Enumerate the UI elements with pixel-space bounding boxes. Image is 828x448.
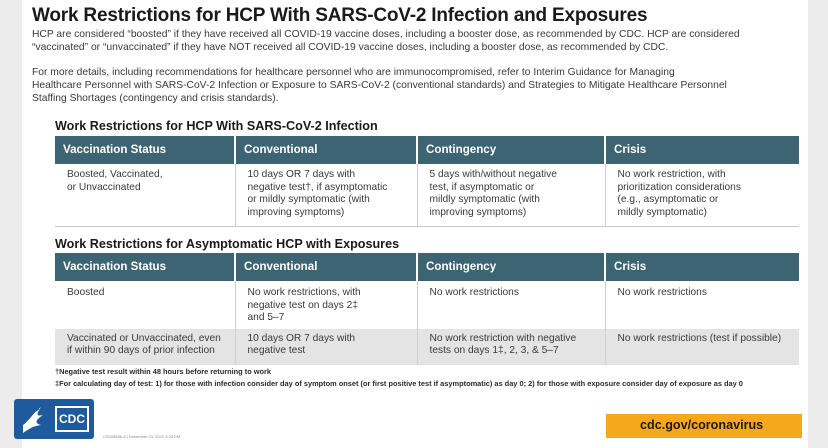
cell-conventional bbox=[235, 164, 417, 226]
cell-vaccination-status bbox=[55, 164, 235, 226]
cell-conventional bbox=[235, 281, 417, 329]
cell-line: tests on days 1‡, 2, 3, & 5–7 bbox=[429, 345, 559, 357]
cell-line: prioritization considerations bbox=[617, 181, 741, 193]
cell-line: No work restriction, with bbox=[617, 169, 726, 180]
cell-line: No work restrictions bbox=[429, 287, 519, 298]
cell-line: improving symptoms) bbox=[247, 206, 345, 218]
column-header-vaccination-status: Vaccination Status bbox=[55, 253, 235, 281]
cell-vaccination-status bbox=[55, 281, 235, 329]
cell-line: test, if asymptomatic or bbox=[429, 181, 535, 193]
details-line: Healthcare Personnel with SARS-CoV-2 Infection or Exposure to SARS-CoV-2 (conventional standards) and Strategies to Mitigate Healthcare Personnel bbox=[32, 80, 727, 92]
cell-line: if within 90 days of prior infection bbox=[67, 345, 215, 357]
column-header-conventional: Conventional bbox=[235, 253, 417, 281]
document-id: CS328566-A | December 23, 2021 3:23 PM bbox=[103, 434, 181, 439]
cell-line: or mildly symptomatic (with bbox=[247, 194, 370, 206]
cell-crisis bbox=[605, 329, 799, 365]
cell-crisis bbox=[605, 164, 799, 226]
cell-line: negative test†, if asymptomatic bbox=[247, 181, 388, 193]
cell-contingency bbox=[417, 164, 605, 226]
intro-line: “vaccinated” or “unvaccinated” if they have NOT received all COVID-19 vaccine doses, including a booster dose, as recommended by CDC. bbox=[32, 42, 669, 54]
hhs-eagle-icon bbox=[19, 403, 49, 435]
infection-section-title: Work Restrictions for HCP With SARS-CoV-2 Infection bbox=[55, 119, 378, 133]
infection-table bbox=[55, 136, 799, 227]
intro-paragraph bbox=[32, 28, 792, 54]
column-header-conventional: Conventional bbox=[235, 136, 417, 164]
cell-line: Boosted bbox=[67, 287, 105, 298]
cell-line: (e.g., asymptomatic or bbox=[617, 194, 719, 206]
cell-line: 10 days OR 7 days with bbox=[247, 169, 356, 180]
cdc-logo-box: CDC bbox=[55, 406, 89, 432]
cdc-logo bbox=[14, 399, 94, 439]
cell-vaccination-status bbox=[55, 329, 235, 365]
column-header-crisis: Crisis bbox=[605, 253, 799, 281]
table-header-row bbox=[55, 136, 799, 164]
cell-line: mildly symptomatic (with bbox=[429, 194, 540, 206]
exposure-section-title: Work Restrictions for Asymptomatic HCP with Exposures bbox=[55, 237, 400, 251]
table-row bbox=[55, 329, 799, 365]
table-row bbox=[55, 164, 799, 226]
cell-line: or Unvaccinated bbox=[67, 181, 141, 193]
column-header-vaccination-status: Vaccination Status bbox=[55, 136, 235, 164]
intro-line: HCP are considered “boosted” if they have received all COVID-19 vaccine doses, including a booster dose, as recommended by CDC. HCP are considered bbox=[32, 29, 740, 40]
details-line: For more details, including recommendations for healthcare personnel who are immunocompromised, refer to Interim Guidance for Managing bbox=[32, 67, 675, 78]
exposure-table bbox=[55, 253, 799, 365]
cell-line: No work restrictions (test if possible) bbox=[617, 332, 782, 344]
cell-line: No work restriction with negative bbox=[429, 332, 577, 344]
cell-contingency bbox=[417, 281, 605, 329]
cell-line: and 5–7 bbox=[247, 312, 285, 324]
website-link[interactable]: cdc.gov/coronavirus bbox=[640, 418, 764, 432]
cell-line: mildly symptomatic) bbox=[617, 206, 707, 218]
table-row bbox=[55, 281, 799, 329]
footnote-day-calculation: ‡For calculating day of test: 1) for those with infection consider day of symptom onset (or first positive test if asymptomatic) as day 0; 2) for those with exposure consider day of exposure as day 0 bbox=[55, 378, 743, 388]
footnote-negative-test: †Negative test result within 48 hours before returning to work bbox=[55, 367, 272, 376]
cell-line: Boosted, Vaccinated, bbox=[67, 169, 163, 180]
cell-line: 10 days OR 7 days with bbox=[247, 332, 356, 344]
cell-line: No work restrictions, with bbox=[247, 287, 361, 298]
column-header-contingency: Contingency bbox=[417, 253, 605, 281]
column-header-contingency: Contingency bbox=[417, 136, 605, 164]
cell-conventional bbox=[235, 329, 417, 365]
column-header-crisis: Crisis bbox=[605, 136, 799, 164]
cell-crisis bbox=[605, 281, 799, 329]
cell-line: Vaccinated or Unvaccinated, even bbox=[67, 332, 221, 344]
cell-line: No work restrictions bbox=[617, 287, 707, 298]
table-header-row bbox=[55, 253, 799, 281]
footnotes bbox=[55, 366, 805, 389]
details-line: Staffing Shortages (contingency and crisis standards). bbox=[32, 93, 279, 105]
cell-line: improving symptoms) bbox=[429, 206, 527, 218]
cell-line: negative test on days 2‡ bbox=[247, 299, 358, 311]
page-title: Work Restrictions for HCP With SARS-CoV-2 Infection and Exposures bbox=[32, 5, 648, 26]
cell-line: negative test bbox=[247, 345, 306, 357]
cell-line: 5 days with/without negative bbox=[429, 169, 557, 180]
cell-contingency bbox=[417, 329, 605, 365]
details-paragraph bbox=[32, 66, 792, 106]
